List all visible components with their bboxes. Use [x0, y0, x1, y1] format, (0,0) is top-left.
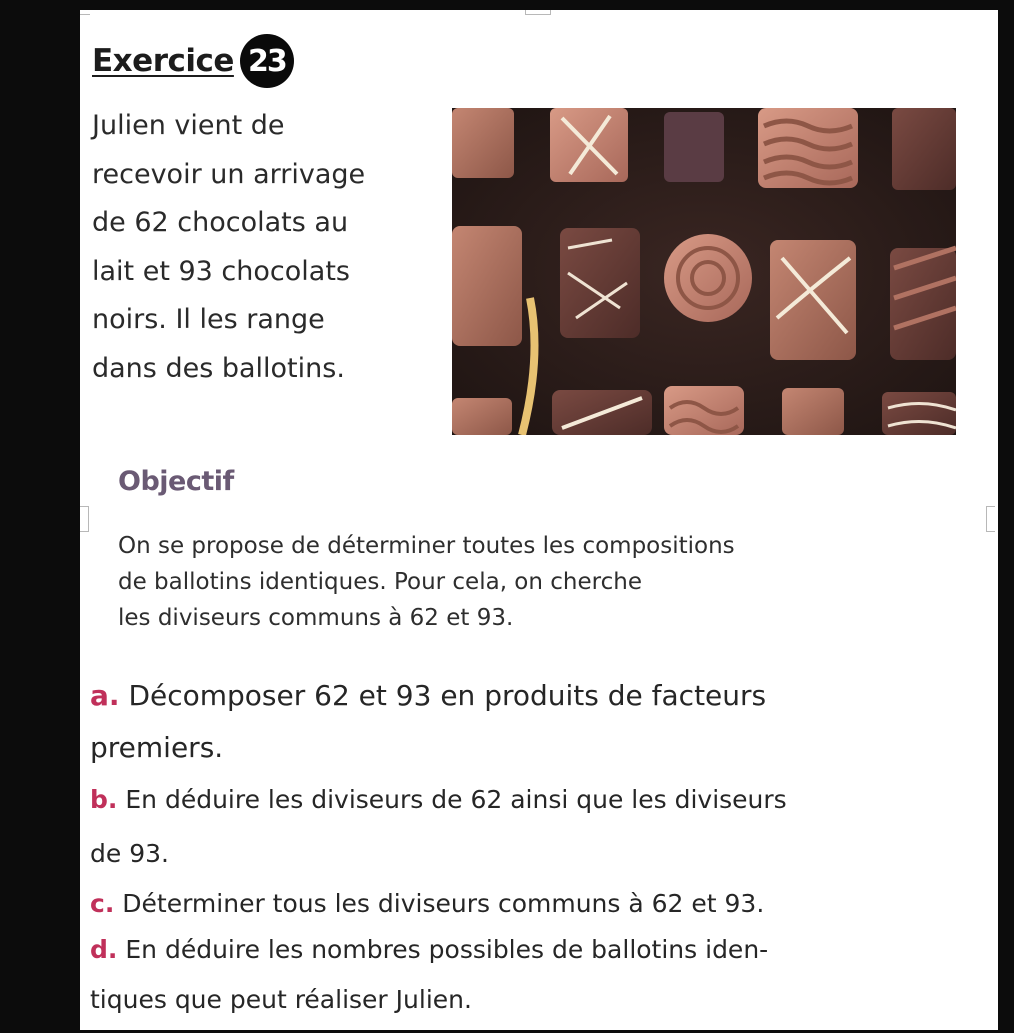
objective-line: les diviseurs communs à 62 et 93. [118, 605, 514, 631]
question-text: Déterminer tous les diviseurs communs à 62 et 93. [122, 889, 765, 918]
intro-text [92, 102, 432, 394]
question-b-line1 [90, 780, 970, 820]
question-a-line2 [90, 728, 970, 768]
question-text: En déduire les diviseurs de 62 ainsi que les diviseurs [125, 785, 787, 814]
crop-mark [986, 506, 995, 532]
question-d-line1 [90, 930, 970, 970]
chocolates-photo [452, 108, 956, 435]
objective-text [118, 528, 958, 636]
question-letter: d. [90, 935, 118, 964]
intro-line: dans des ballotins. [92, 352, 345, 384]
objective-line: de ballotins identiques. Pour cela, on cherche [118, 569, 642, 595]
exercise-header [92, 34, 294, 88]
question-text: de 93. [90, 839, 169, 868]
question-letter: b. [90, 785, 118, 814]
exercise-title: Exercice [92, 43, 234, 79]
question-text: Décomposer 62 et 93 en produits de facteurs [128, 679, 767, 712]
question-b-line2 [90, 834, 970, 874]
exercise-number-badge: 23 [240, 34, 294, 88]
objective-line: On se propose de déterminer toutes les compositions [118, 533, 735, 559]
crop-mark [525, 10, 551, 15]
intro-line: de 62 chocolats au [92, 207, 349, 239]
question-letter: a. [90, 679, 120, 712]
intro-line: Julien vient de [92, 110, 285, 141]
question-letter: c. [90, 889, 115, 918]
question-text: premiers. [90, 731, 224, 764]
crop-mark [80, 10, 90, 15]
objective-title: Objectif [118, 466, 234, 497]
question-a-line1 [90, 676, 970, 716]
crop-mark [80, 506, 89, 532]
question-c-line1 [90, 884, 970, 924]
exercise-page [80, 10, 998, 1030]
intro-line: recevoir un arrivage [92, 158, 366, 190]
intro-line: noirs. Il les range [92, 304, 325, 336]
question-d-line2 [90, 980, 970, 1020]
intro-line: lait et 93 chocolats [92, 255, 350, 287]
question-text: tiques que peut réaliser Julien. [90, 985, 472, 1014]
question-text: En déduire les nombres possibles de ballotins iden- [125, 935, 769, 964]
